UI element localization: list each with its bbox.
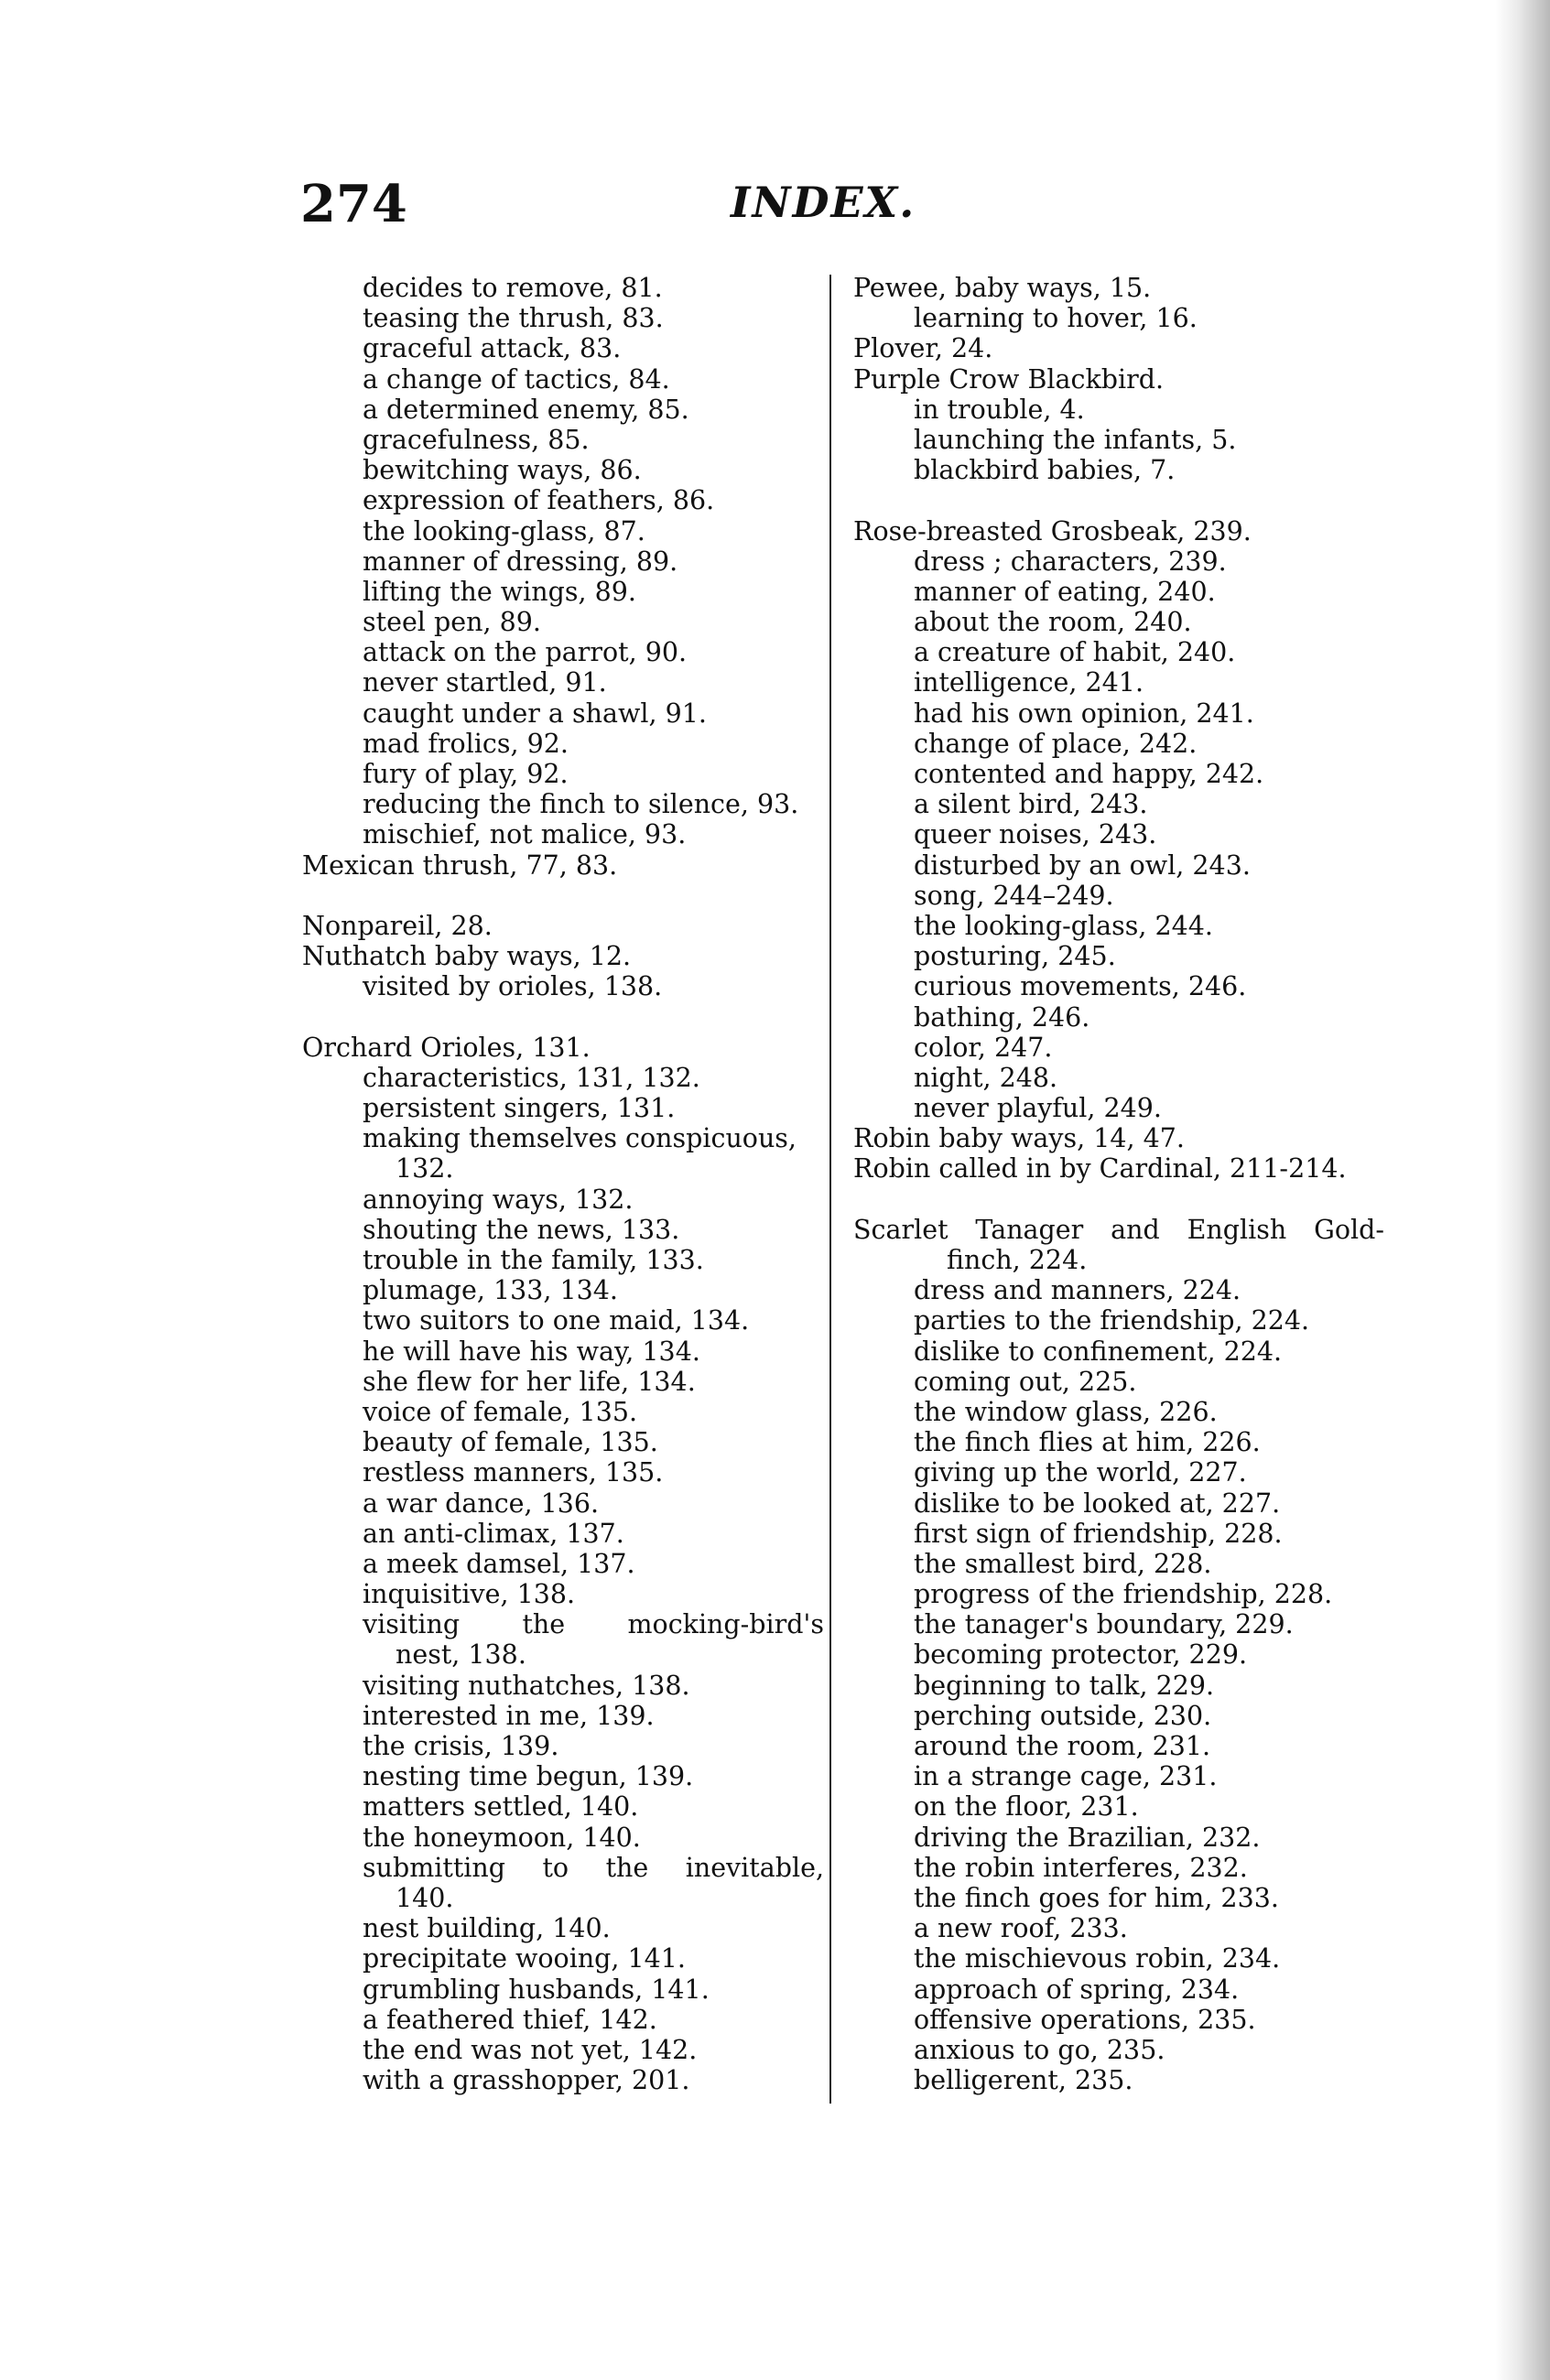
index-subentry: never playful, 249. — [914, 1093, 1162, 1124]
index-subentry: dress ; characters, 239. — [914, 546, 1227, 577]
index-subentry: nest building, 140. — [363, 1913, 611, 1944]
index-subentry: shouting the news, 133. — [363, 1214, 680, 1245]
index-subentry: gracefulness, 85. — [363, 424, 590, 455]
index-subentry: curious movements, 246. — [914, 971, 1247, 1002]
index-heading: Robin called in by Cardinal, 211-214. — [853, 1153, 1347, 1185]
index-subentry: first sign of friendship, 228. — [914, 1518, 1283, 1549]
index-subentry: anxious to go, 235. — [914, 2034, 1165, 2065]
index-heading: Nuthatch baby ways, 12. — [302, 941, 632, 972]
index-subentry: intelligence, 241. — [914, 667, 1144, 698]
index-subentry: mad frolics, 92. — [363, 728, 569, 759]
index-heading: Purple Crow Blackbird. — [853, 363, 1165, 395]
index-subentry: posturing, 245. — [914, 941, 1116, 972]
index-subentry: approach of spring, 234. — [914, 1974, 1240, 2005]
index-subentry: nest, 138. — [396, 1639, 526, 1671]
index-subentry: inquisitive, 138. — [363, 1579, 576, 1610]
index-subentry: dress and manners, 224. — [914, 1275, 1241, 1306]
index-subentry: 140. — [396, 1882, 454, 1913]
index-heading: Nonpareil, 28. — [302, 910, 493, 941]
index-subentry: the smallest bird, 228. — [914, 1548, 1212, 1579]
index-subentry: lifting the wings, 89. — [363, 576, 636, 607]
index-subentry: belligerent, 235. — [914, 2065, 1133, 2096]
index-subentry: graceful attack, 83. — [363, 333, 622, 364]
index-subentry: characteristics, 131, 132. — [363, 1062, 700, 1093]
blank-line — [302, 881, 824, 911]
index-subentry: the mischievous robin, 234. — [914, 1943, 1281, 1974]
index-subentry: never startled, 91. — [363, 667, 607, 698]
index-subentry: the tanager's boundary, 229. — [914, 1609, 1294, 1640]
index-subentry: the honeymoon, 140. — [363, 1822, 641, 1853]
index-subentry: steel pen, 89. — [363, 607, 541, 638]
index-subentry: interested in me, 139. — [363, 1700, 655, 1731]
index-subentry: a creature of habit, 240. — [914, 637, 1236, 668]
index-subentry: a feathered thief, 142. — [363, 2004, 657, 2035]
index-subentry: fury of play, 92. — [363, 759, 569, 789]
index-subentry: grumbling husbands, 141. — [363, 1974, 710, 2005]
index-subentry: visiting nuthatches, 138. — [363, 1670, 690, 1701]
index-subentry: progress of the friendship, 228. — [914, 1579, 1333, 1610]
index-heading: Pewee, baby ways, 15. — [853, 273, 1152, 303]
index-subentry: learning to hover, 16. — [914, 303, 1198, 334]
index-subentry: the finch flies at him, 226. — [914, 1427, 1261, 1458]
index-subentry: in a strange cage, 231. — [914, 1761, 1218, 1792]
page-edge-shadow — [1495, 0, 1550, 2380]
index-subentry: the crisis, 139. — [363, 1731, 559, 1761]
index-subentry: a silent bird, 243. — [914, 789, 1148, 820]
index-subentry: caught under a shawl, 91. — [363, 698, 707, 729]
index-subentry: manner of eating, 240. — [914, 576, 1216, 607]
index-subentry: mischief, not malice, 93. — [363, 819, 687, 850]
index-heading: Mexican thrush, 77, 83. — [302, 849, 618, 881]
index-subentry: attack on the parrot, 90. — [363, 637, 688, 668]
index-subentry: color, 247. — [914, 1032, 1053, 1063]
index-subentry: queer noises, 243. — [914, 819, 1157, 850]
page-header — [300, 174, 1436, 238]
index-heading: Plover, 24. — [853, 333, 993, 364]
index-subentry: dislike to be looked at, 227. — [914, 1488, 1281, 1519]
index-heading: Robin baby ways, 14, 47. — [853, 1123, 1185, 1154]
index-subentry: the robin interferes, 232. — [914, 1852, 1248, 1883]
index-subentry: persistent singers, 131. — [363, 1093, 676, 1124]
index-subentry: the finch goes for him, 233. — [914, 1882, 1279, 1913]
index-subentry: the end was not yet, 142. — [363, 2034, 698, 2065]
index-subentry: the window glass, 226. — [914, 1396, 1218, 1427]
index-subentry: manner of dressing, 89. — [363, 546, 678, 577]
index-subentry: expression of feathers, 86. — [363, 485, 715, 516]
index-subentry: he will have his way, 134. — [363, 1336, 700, 1367]
index-subentry: parties to the friendship, 224. — [914, 1305, 1310, 1336]
index-subentry: trouble in the family, 133. — [363, 1245, 704, 1275]
index-subentry: nesting time begun, 139. — [363, 1761, 694, 1792]
index-subentry: offensive operations, 235. — [914, 2004, 1256, 2035]
index-subentry: contented and happy, 242. — [914, 759, 1264, 789]
index-subentry: plumage, 133, 134. — [363, 1275, 618, 1306]
index-subentry: teasing the thrush, 83. — [363, 303, 664, 334]
running-title: INDEX. — [731, 178, 916, 227]
index-subentry: about the room, 240. — [914, 607, 1192, 638]
index-subentry: bewitching ways, 86. — [363, 455, 642, 486]
index-subentry: a meek damsel, 137. — [363, 1548, 635, 1579]
index-subentry: reducing the finch to silence, 93. — [363, 789, 799, 820]
index-subentry: the looking-glass, 87. — [363, 515, 645, 546]
index-subentry: coming out, 225. — [914, 1366, 1137, 1397]
index-subentry: the looking-glass, 244. — [914, 910, 1213, 941]
index-subentry: beauty of female, 135. — [363, 1427, 658, 1458]
index-subentry: a determined enemy, 85. — [363, 394, 689, 425]
index-subentry: submitting to the inevitable, — [363, 1852, 824, 1883]
index-subentry: night, 248. — [914, 1062, 1058, 1093]
index-heading: Scarlet Tanager and English Gold- — [853, 1214, 1384, 1245]
index-heading: Orchard Orioles, 131. — [302, 1032, 591, 1063]
index-subentry: becoming protector, 229. — [914, 1639, 1248, 1671]
index-subentry: restless manners, 135. — [363, 1457, 664, 1488]
index-subentry: a new roof, 233. — [914, 1913, 1128, 1944]
index-subentry: finch, 224. — [947, 1245, 1088, 1275]
index-subentry: a change of tactics, 84. — [363, 363, 670, 395]
index-subentry: blackbird babies, 7. — [914, 455, 1176, 486]
index-subentry: driving the Brazilian, 232. — [914, 1822, 1261, 1853]
index-subentry: an anti-climax, 137. — [363, 1518, 624, 1549]
index-subentry: in trouble, 4. — [914, 394, 1085, 425]
index-subentry: with a grasshopper, 201. — [363, 2065, 690, 2096]
index-subentry: two suitors to one maid, 134. — [363, 1305, 750, 1336]
index-subentry: she flew for her life, 134. — [363, 1366, 696, 1397]
index-subentry: dislike to confinement, 224. — [914, 1336, 1283, 1367]
index-column-left — [302, 273, 824, 2095]
index-subentry: decides to remove, 81. — [363, 273, 663, 303]
index-subentry: annoying ways, 132. — [363, 1184, 634, 1215]
column-divider — [829, 275, 831, 2104]
index-subentry: visiting the mocking-bird's — [363, 1609, 824, 1640]
index-subentry: beginning to talk, 229. — [914, 1670, 1215, 1701]
index-subentry: song, 244–249. — [914, 880, 1114, 911]
blank-line — [853, 1185, 1384, 1215]
index-subentry: 132. — [396, 1153, 454, 1185]
index-column-right — [853, 273, 1384, 2095]
index-heading: Rose-breasted Grosbeak, 239. — [853, 515, 1252, 546]
index-subentry: matters settled, 140. — [363, 1791, 639, 1823]
blank-line — [853, 485, 1384, 515]
index-subentry: around the room, 231. — [914, 1731, 1211, 1761]
index-subentry: had his own opinion, 241. — [914, 698, 1254, 729]
index-subentry: visited by orioles, 138. — [363, 971, 663, 1002]
page-number: 274 — [300, 174, 407, 234]
index-subentry: perching outside, 230. — [914, 1700, 1212, 1731]
index-subentry: making themselves conspicuous, — [363, 1123, 797, 1154]
index-subentry: voice of female, 135. — [363, 1396, 638, 1427]
index-subentry: change of place, 242. — [914, 728, 1198, 759]
index-subentry: on the floor, 231. — [914, 1791, 1139, 1823]
index-subentry: launching the infants, 5. — [914, 424, 1237, 455]
index-subentry: bathing, 246. — [914, 1001, 1090, 1033]
index-subentry: disturbed by an owl, 243. — [914, 849, 1251, 881]
index-subentry: giving up the world, 227. — [914, 1457, 1247, 1488]
index-subentry: a war dance, 136. — [363, 1488, 600, 1519]
blank-line — [302, 1002, 824, 1033]
index-subentry: precipitate wooing, 141. — [363, 1943, 686, 1974]
